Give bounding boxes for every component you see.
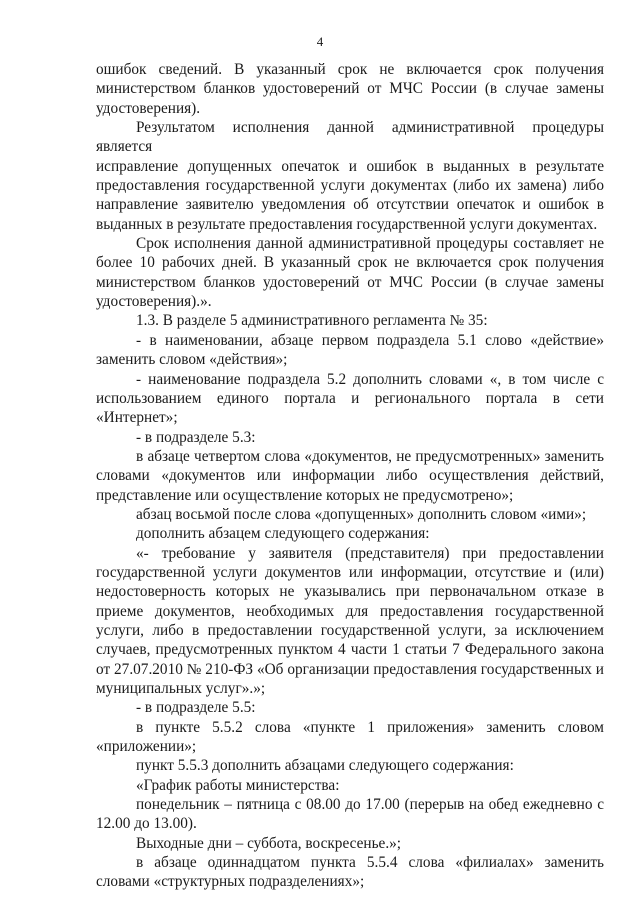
paragraph-line: выданных в результате предоставления государственной услуги документах. [96,215,598,233]
paragraph-line: 12.00 до 13.00). [96,815,197,833]
paragraph-line: абзац восьмой после слова «допущенных» дополнить словом «ими»; [136,505,587,523]
paragraph-line: «приложении»; [96,738,197,756]
document-body [96,60,604,892]
paragraph-line: недостоверность которых не указывались при первоначальном отказе в [96,583,604,601]
paragraph-line: понедельник – пятница с 08.00 до 17.00 (перерыв на обед ежедневно с [136,796,604,814]
paragraph-line: министерством бланков удостоверений от МЧС России (в случае замены [96,273,604,291]
paragraph-line: пункт 5.5.3 дополнить абзацами следующего содержания: [136,757,514,775]
paragraph-line: предоставления государственной услуги документах (либо их замена) либо [96,177,604,195]
paragraph-line: Результатом исполнения данной административной процедуры является [96,119,604,156]
paragraph-line: министерством бланков удостоверений от МЧС России (в случае замены [96,80,604,98]
paragraph-line: заменить словом «действия»; [96,351,288,369]
paragraph-line: словами «структурных подразделениях»; [96,873,365,891]
paragraph-line: случаев, предусмотренных пунктом 4 части 1 статьи 7 Федерального закона [96,641,604,659]
paragraph-line: удостоверения). [96,99,201,117]
paragraph-line: дополнить абзацем следующего содержания: [136,525,430,543]
paragraph-line: исправление допущенных опечаток и ошибок в выданных в результате [96,157,604,175]
paragraph-line: от 27.07.2010 № 210-ФЗ «Об организации предоставления государственных и [96,660,604,678]
paragraph-line: Выходные дни – суббота, воскресенье.»; [136,834,402,852]
paragraph-line: приеме документов, необходимых для предоставления государственной [96,602,604,620]
paragraph-line: более 10 рабочих дней. В указанный срок не включается срок получения [96,254,604,272]
paragraph-line: - в подразделе 5.5: [136,699,256,717]
paragraph-line: Срок исполнения данной административной процедуры составляет не [136,235,604,253]
paragraph-line: словами «документов или информации либо осуществления действий, [96,467,604,485]
paragraph-line: представление или осуществление которых не предусмотрено»; [96,486,514,504]
paragraph-line: услуги, либо в предоставлении государственной услуги, за исключением [96,621,604,639]
paragraph-line: использованием единого портала и регионального портала в сети [96,389,604,407]
paragraph-line: «- требование у заявителя (представителя) при предоставлении [136,544,604,562]
paragraph-line: государственной услуги документов или информации, отсутствие и (или) [96,563,604,581]
paragraph-line: в пункте 5.5.2 слова «пункте 1 приложения» заменить словом [136,718,604,736]
paragraph-line: - наименование подраздела 5.2 дополнить словами «, в том числе с [136,370,604,388]
paragraph-line: - в наименовании, абзаце первом подраздела 5.1 слово «действие» [136,331,604,349]
page-number: 4 [316,34,324,49]
paragraph-line: «График работы министерства: [136,776,340,794]
paragraph-line: «Интернет»; [96,409,178,427]
paragraph-line: направление заявителю уведомления об отсутствии опечаток и ошибок в [96,196,604,214]
paragraph-line: 1.3. В разделе 5 административного регламента № 35: [136,312,488,330]
paragraph-line: в абзаце четвертом слова «документов, не предусмотренных» заменить [136,447,604,465]
paragraph-line: удостоверения).». [96,293,212,311]
paragraph-line: - в подразделе 5.3: [136,428,256,446]
paragraph-line: в абзаце одиннадцатом пункта 5.5.4 слова «филиалах» заменить [136,854,604,872]
paragraph-line: ошибок сведений. В указанный срок не включается срок получения [96,61,604,78]
paragraph-line: муниципальных услуг».»; [96,680,266,697]
